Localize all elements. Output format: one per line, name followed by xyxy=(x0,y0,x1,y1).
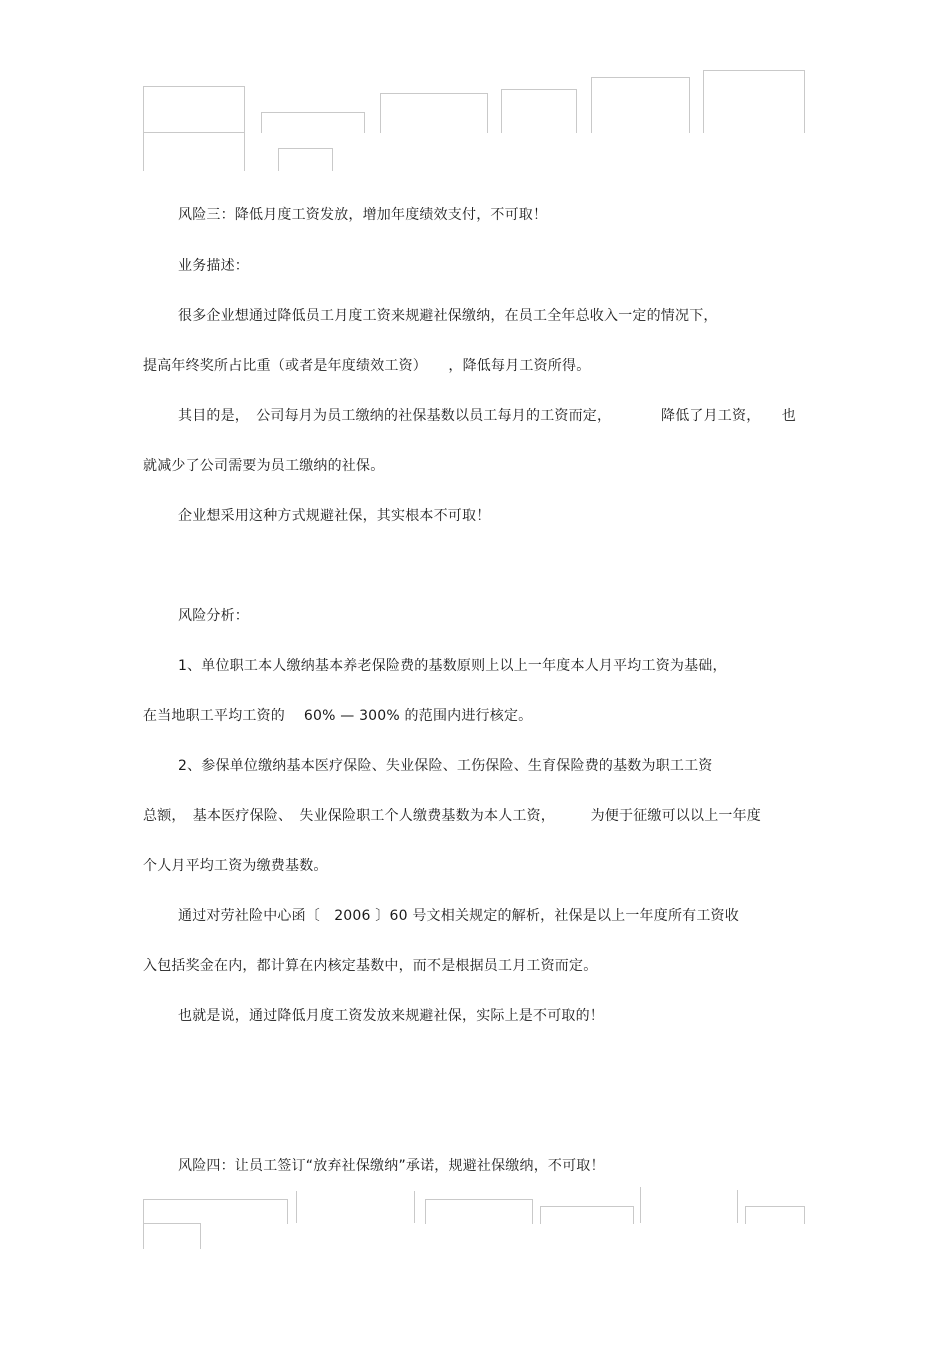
paragraph-line: 在当地职工平均工资的 60% — 300% 的范围内进行核定。 xyxy=(143,708,533,724)
paragraph-line: 企业想采用这种方式规避社保，其实根本不可取！ xyxy=(178,508,491,524)
table-border-fragment xyxy=(591,77,690,133)
table-border-fragment xyxy=(745,1206,805,1224)
heading-risk-three: 风险三：降低月度工资发放，增加年度绩效支付，不可取！ xyxy=(178,207,548,223)
paragraph-line: 2、参保单位缴纳基本医疗保险、失业保险、工伤保险、生育保险费的基数为职工工资 xyxy=(178,758,713,774)
paragraph-line: 1、单位职工本人缴纳基本养老保险费的基数原则上以上一年度本人月平均工资为基础， xyxy=(178,658,727,674)
paragraph-line: 其目的是， 公司每月为员工缴纳的社保基数以员工每月的工资而定， 降低了月工资， 也 xyxy=(178,408,796,424)
paragraph-line: 个人月平均工资为缴费基数。 xyxy=(143,858,328,874)
paragraph-line: 就减少了公司需要为员工缴纳的社保。 xyxy=(143,458,385,474)
table-border-fragment xyxy=(640,1187,641,1223)
table-border-fragment xyxy=(261,112,365,133)
table-border-fragment xyxy=(143,1199,288,1224)
table-border-fragment xyxy=(143,86,245,133)
label-business-description: 业务描述： xyxy=(178,258,249,274)
paragraph-line: 提高年终奖所占比重（或者是年度绩效工资） ，降低每月工资所得。 xyxy=(143,358,591,374)
table-border-fragment xyxy=(143,1223,201,1249)
paragraph-line: 入包括奖金在内，都计算在内核定基数中，而不是根据员工月工资而定。 xyxy=(143,958,598,974)
table-border-fragment xyxy=(278,148,333,171)
label-risk-analysis: 风险分析： xyxy=(178,608,249,624)
paragraph-line: 也就是说，通过降低月度工资发放来规避社保，实际上是不可取的！ xyxy=(178,1008,604,1024)
table-border-fragment xyxy=(414,1191,415,1223)
table-border-fragment xyxy=(296,1191,297,1223)
table-border-fragment xyxy=(425,1199,533,1224)
heading-risk-four: 风险四：让员工签订“放弃社保缴纳”承诺，规避社保缴纳，不可取！ xyxy=(178,1158,605,1174)
table-border-fragment xyxy=(143,132,245,171)
table-border-fragment xyxy=(737,1190,738,1223)
paragraph-line: 通过对劳社险中心函〔 2006 〕60 号文相关规定的解析，社保是以上一年度所有工资收 xyxy=(178,908,739,924)
table-border-fragment xyxy=(380,93,488,133)
table-border-fragment xyxy=(703,70,805,133)
paragraph-line: 总额， 基本医疗保险、 失业保险职工个人缴费基数为本人工资， 为便于征缴可以以上一年度 xyxy=(143,808,761,824)
paragraph-line: 很多企业想通过降低员工月度工资来规避社保缴纳，在员工全年总收入一定的情况下， xyxy=(178,308,718,324)
table-border-fragment xyxy=(501,89,577,133)
table-border-fragment xyxy=(540,1206,634,1224)
